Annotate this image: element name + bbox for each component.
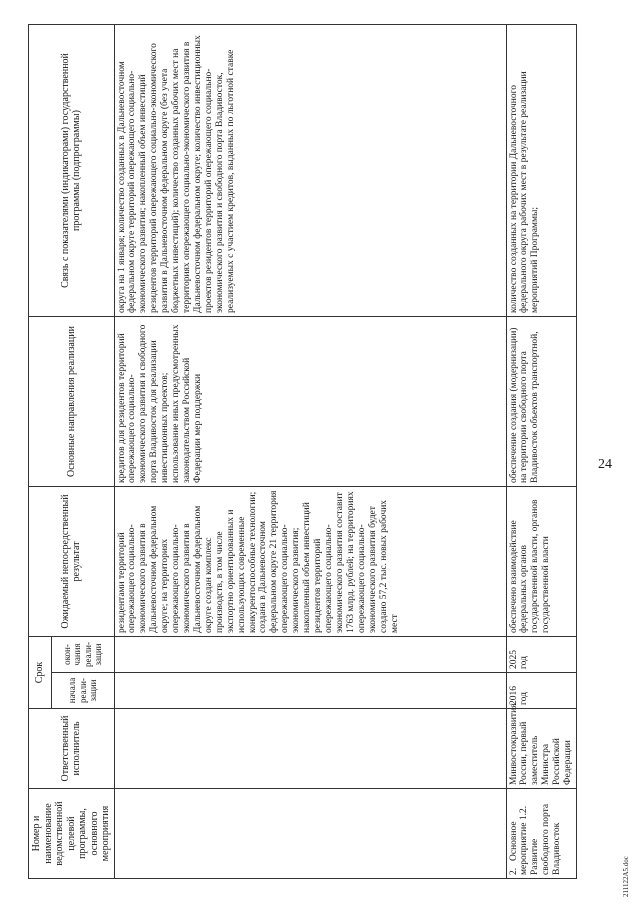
header-indicators: Связь с показателями (индикаторами) государственной программы (подпрограммы): [29, 25, 115, 317]
cell-result: обеспечено взаимодействие федеральных органов государственной власти, органов государственной власти: [506, 487, 577, 637]
row-number: 2.: [508, 867, 519, 875]
header-responsible: Ответственный исполнитель: [29, 709, 115, 789]
cell-indicators: количество созданных на территории Дальневосточного федерального округа рабочих мест в результате реализации мероприятий Программы;: [506, 25, 577, 317]
table-row: [506, 25, 577, 879]
cell-name: [506, 789, 577, 879]
cell-empty: [114, 637, 506, 673]
table-row: [114, 25, 506, 879]
header-number-name: Номер и наименование ведомственной целевой программы, основного мероприятия: [29, 789, 115, 879]
cell-end: 2025 год: [506, 637, 577, 673]
header-term: Срок: [29, 637, 52, 709]
cell-start: 2016 год: [506, 673, 577, 709]
cell-result: резидентами территорий опережающего социально-экономического развития в Дальневосточном федеральном округе; на территориях опережающего социально-экономического развития в Дальневосточном федеральном округе создан комплекс производств, в том числе экспортно ориентированных и использующих современные конкурентоспособные технологии; создана в Дальневосточном федеральном округе 21 территория опережающего социально-экономического развития; накопленный объем инвестиций резидентов территорий опережающего социально-экономического развития составит 1763 млрд. рублей; на территориях опережающего социально-экономического развития будет создано 57,2 тыс. новых рабочих мест: [114, 487, 506, 637]
cell-empty: [114, 673, 506, 709]
cell-directions: обеспечение создания (модернизации) на территории свободного порта Владивосток объектов транспортной,: [506, 317, 577, 487]
cell-indicators: округа на 1 января; количество созданных в Дальневосточном федеральном округе территорий опережающего социально-экономического развития; накопленный объем инвестиций резидентов территорий опережающего социально-экономического развития в Дальневосточном федеральном округе (без учета бюджетных инвестиций); количество созданных рабочих мест на территориях опережающего социально-экономического развития в Дальневосточном федеральном округе; количество инвестиционных проектов резидентов территорий опережающего социально-экономического развития и свободного порта Владивосток, реализуемых с участием кредитов, выданных по льготной ставке: [114, 25, 506, 317]
row-name: Основное мероприятие 1.2. Развитие свободного порта Владивосток: [508, 803, 563, 875]
page-number: 24: [598, 457, 612, 472]
header-end: окон-чания реали-зации: [52, 637, 114, 673]
header-start: начала реали-зации: [52, 673, 114, 709]
cell-directions: кредитов для резидентов территорий опережающего социально-экономического развития и свободного порта Владивосток для реализации инвестиционных проектов; использование иных предусмотренных законодательством Российской Федерации мер поддержки: [114, 317, 506, 487]
header-directions: Основные направления реализации: [29, 317, 115, 487]
cell-empty: [114, 789, 506, 879]
cell-empty: [114, 709, 506, 789]
cell-responsible: Минвостокразвития России, первый заместитель Министра Российской Федерации: [506, 709, 577, 789]
program-table: [28, 24, 577, 879]
footer-filename: 211122A5.doc: [622, 856, 630, 897]
header-result: Ожидаемый непосредственный результат: [29, 487, 115, 637]
